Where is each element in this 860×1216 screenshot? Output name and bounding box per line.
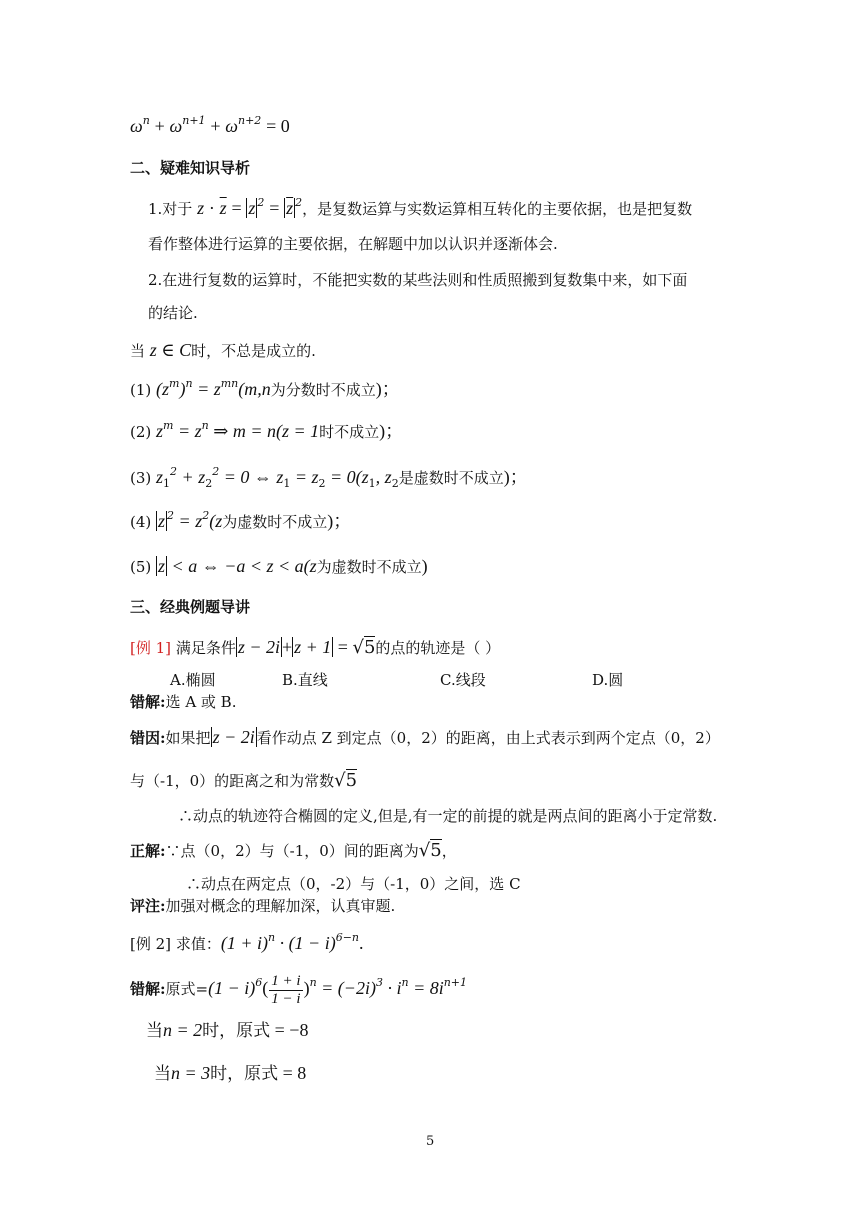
- rule-item-4: (4) z $^2 = z^2(z$为虚数时不成立)；: [130, 509, 352, 531]
- error-cause: 错因:如果把 z − 2i 看作动点 Z 到定点（0，2）的距离，由上式表示到两个定点（0，2）: [130, 727, 720, 747]
- example-1-question: [例 1] 满足条件 z − 2i + z + 1 = √5的点的轨迹是（ ）: [130, 637, 501, 658]
- paragraph-2-line-2: 的结论.: [148, 304, 198, 322]
- option-d: D.圆: [592, 671, 624, 689]
- error-cause-line-2: 与（-1，0）的距离之和为常数√5: [130, 770, 358, 791]
- option-a: A.椭圆: [170, 671, 216, 689]
- correct-solution: 正解:∵点（0，2）与（-1，0）间的距离为√5，: [130, 840, 457, 861]
- top-formula: $\omega^n + \omega^{n+1} + \omega^{n+2} = 0$: [130, 114, 290, 136]
- example-2-question: [例 2] 求值：$(1 + i)^n \cdot (1 - i)^{6-n}$.: [130, 931, 364, 953]
- option-c: C.线段: [440, 671, 486, 689]
- paragraph-1: 1.对于 $z \cdot \overline{z} = z$ $^2 = \overline{z}$ $^2$，是复数运算与实数运算相互转化的主要依据，也是把复数: [148, 196, 693, 218]
- sqrt-symbol: √5: [334, 770, 358, 791]
- wrong-solution: 错解:选 A 或 B.: [130, 693, 237, 711]
- rule-item-1: (1) $(z^m)^n = z^{mn}(m,n$为分数时不成立)；: [130, 377, 400, 399]
- case-n-3: 当n = 3时，原式 = 8: [154, 1063, 307, 1084]
- rule-item-5: (5) z < a ⇔ −a < z < a(z为虚数时不成立): [130, 556, 428, 576]
- sqrt-symbol: √5: [352, 637, 376, 658]
- section-heading: 三、经典例题导讲: [130, 598, 251, 616]
- error-cause-line-3: ∴动点的轨迹符合椭圆的定义,但是,有一定的前提的就是两点间的距离小于定常数.: [178, 807, 718, 825]
- sqrt-symbol: √5: [418, 840, 442, 861]
- correct-solution-line-2: ∴动点在两定点（0，-2）与（-1，0）之间，选 C: [186, 875, 521, 893]
- paragraph-2: 2.在进行复数的运算时，不能把实数的某些法则和性质照搬到复数集中来，如下面: [148, 271, 688, 289]
- case-n-2: 当n = 2时，原式 = −8: [146, 1020, 309, 1041]
- option-b: B.直线: [282, 671, 328, 689]
- paragraph-1-line-2: 看作整体进行运算的主要依据，在解题中加以认识并逐渐体会.: [148, 235, 558, 253]
- rule-item-2: (2) $z^m = z^n$ ⇒ m = n(z = 1时不成立)；: [130, 419, 404, 441]
- example-2-wrong-solution: 错解:原式$=(1 - i)^6$( $\frac{1 + i}{1 - i}$ )$^n = (-2i)^3 \cdot i^n = 8i^{n+1}$: [130, 972, 468, 1007]
- section-heading: 二、疑难知识导析: [130, 159, 251, 177]
- page-number: 5: [426, 1134, 435, 1149]
- comment: 评注:加强对概念的理解加深，认真审题.: [130, 897, 396, 915]
- rule-item-3: (3) $z_1^2 + z_2^2 = 0$ ⇔ $z_1 = z_2 = 0(z_1$, $z_2$是虚数时不成立)；: [130, 465, 528, 490]
- condition-line: 当 z ∈ C时，不总是成立的.: [130, 340, 316, 360]
- fraction: $\frac{1 + i}{1 - i}$: [271, 972, 301, 1007]
